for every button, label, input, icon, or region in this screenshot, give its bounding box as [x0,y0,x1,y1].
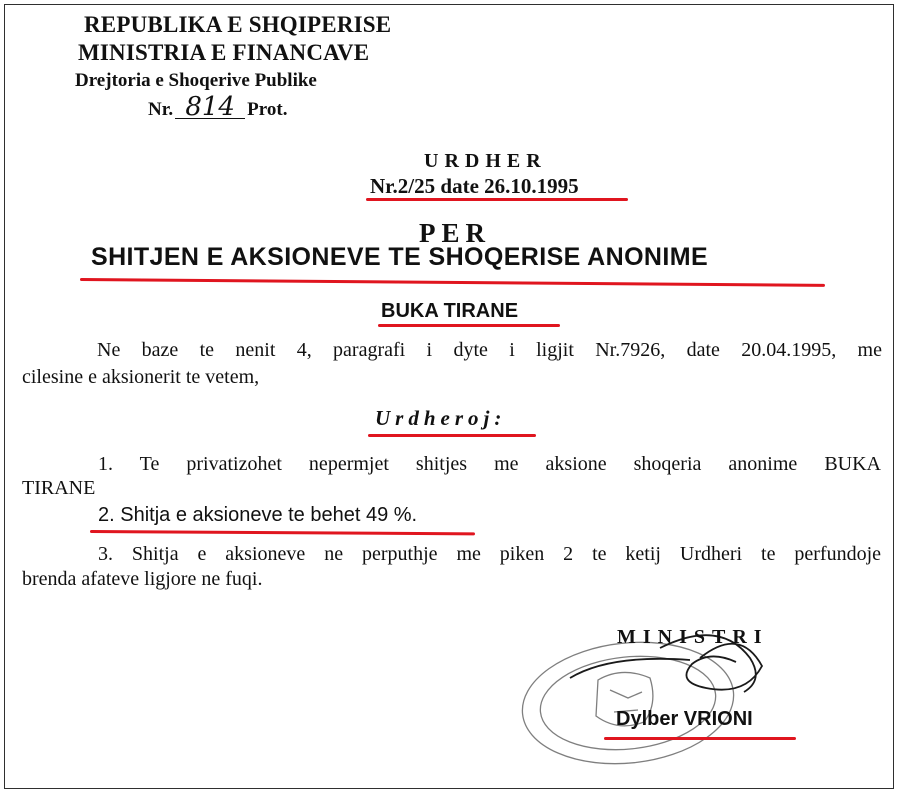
item-2: 2. Shitja e aksioneve te behet 49 %. [98,504,418,526]
ministry-heading: MINISTRIA E FINANCAVE [78,40,370,65]
protocol-suffix: Prot. [247,99,288,120]
order-number-underline [366,198,628,201]
protocol-prefix: Nr. [148,99,174,120]
order-number-line: Nr.2/25 date 26.10.1995 [370,174,579,198]
order-subject: SHITJEN E AKSIONEVE TE SHOQERISE ANONIME [91,243,709,271]
decree-word-underline [368,434,536,437]
order-title: URDHER [424,150,547,172]
per-heading: PER [419,218,491,248]
minister-name-underline [604,737,796,740]
protocol-line [148,92,288,122]
preamble-line-1: Ne baze te nenit 4, paragrafi i dyte i ligjit Nr.7926, date 20.04.1995, me [97,339,882,361]
item-3-line-1: 3. Shitja e aksioneve ne perputhje me piken 2 te ketij Urdheri te perfundoje [98,543,881,565]
minister-title: MINISTRI [617,626,769,648]
item-3-line-2: brenda afateve ligjore ne fuqi. [22,568,263,590]
company-name: BUKA TIRANE [381,300,519,322]
protocol-number: 814 [175,96,245,119]
company-name-underline [378,324,560,327]
republic-heading: REPUBLIKA E SHQIPERISE [84,12,392,37]
minister-name: Dylber VRIONI [616,708,753,730]
item-1-line-2: TIRANE [22,477,96,499]
decree-word: Urdheroj: [375,406,507,430]
directorate-heading: Drejtoria e Shoqerive Publike [75,70,317,91]
item-1-line-1: 1. Te privatizohet nepermjet shitjes me aksione shoqeria anonime BUKA [98,453,881,475]
preamble-line-2: cilesine e aksionerit te vetem, [22,366,260,388]
